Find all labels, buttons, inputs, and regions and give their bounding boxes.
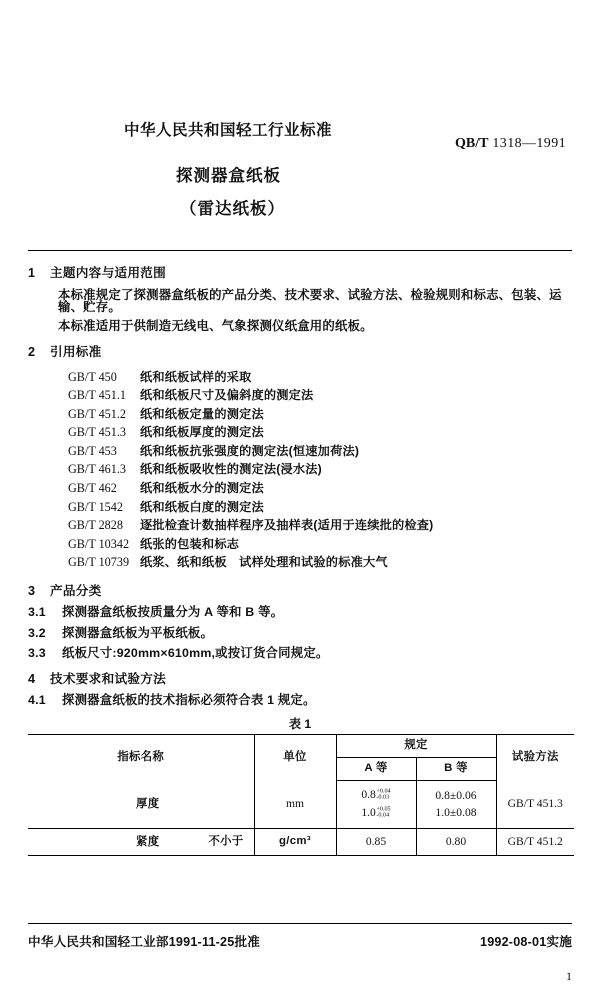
row-grade-b-value [416, 780, 496, 828]
title-block [28, 0, 572, 224]
row-grade-b-value: 0.80 [416, 828, 496, 855]
standard-number [455, 136, 566, 152]
specification-table [28, 734, 574, 856]
reference-name: 逐批检查计数抽样程序及抽样表(适用于连续批的检查) [140, 518, 434, 533]
clause-4-1 [28, 694, 572, 706]
row-unit: g/cm³ [254, 828, 336, 855]
table-header [28, 734, 574, 780]
reference-name: 纸和纸板定量的测定法 [140, 406, 264, 421]
grade-a-line-1 [337, 786, 416, 804]
reference-code: GB/T 450 [68, 369, 117, 384]
clause-text: 探测器盒纸板的技术指标必须符合表 1 规定。 [62, 693, 316, 708]
header-divider [28, 250, 572, 251]
reference-code: GB/T 461.3 [68, 462, 127, 477]
column-header-grade-b: B 等 [416, 757, 496, 780]
reference-name: 纸和纸板白度的测定法 [140, 499, 264, 514]
list-item [28, 386, 572, 405]
row-indicator-name [28, 780, 254, 828]
column-header-test-method: 试验方法 [496, 734, 574, 780]
grade-b-line-2: 1.0±0.08 [435, 805, 477, 819]
tolerance-plus: +0.04 [376, 787, 391, 795]
reference-code: GB/T 451.3 [68, 425, 127, 440]
implementation-date: 1992-08-01实施 [479, 935, 572, 949]
list-item [28, 553, 572, 572]
standard-number-prefix: QB/T [455, 136, 489, 151]
clause-number: 3.3 [28, 646, 46, 661]
reference-code: GB/T 10342 [68, 536, 130, 551]
list-item [28, 460, 572, 479]
section-3-number: 3 [28, 583, 36, 598]
column-header-specification-group: 规定 [336, 734, 496, 757]
list-item [28, 423, 572, 442]
column-header-grade-a: A 等 [336, 757, 416, 780]
footer-divider [28, 923, 572, 924]
row-indicator-name [28, 828, 254, 855]
referenced-standards-list [28, 367, 572, 571]
list-item [28, 367, 572, 386]
row-unit: mm [254, 780, 336, 828]
section-1-number: 1 [28, 266, 36, 280]
reference-code: GB/T 451.1 [68, 388, 127, 403]
title-row [28, 136, 572, 224]
issuing-organization: 中华人民共和国轻工行业标准 [124, 122, 333, 139]
tolerance-minus: -0.03 [376, 793, 390, 801]
clause-number: 3.2 [28, 625, 46, 640]
page-number: 1 [566, 969, 572, 983]
column-header-indicator-name: 指标名称 [28, 734, 254, 780]
list-item [28, 497, 572, 516]
reference-name: 纸和纸板抗张强度的测定法(恒速加荷法) [140, 443, 360, 458]
indicator-label: 紧度 [136, 835, 160, 848]
section-4-heading [28, 673, 572, 686]
table-caption: 表 1 [288, 716, 312, 731]
reference-name: 纸浆、纸和纸板 试样处理和试验的标准大气 [140, 555, 388, 570]
reference-name: 纸和纸板吸收性的测定法(浸水法) [140, 462, 322, 477]
tolerance-base: 0.8 [361, 787, 376, 801]
section-3-title: 产品分类 [50, 583, 102, 598]
page-title: 探测器盒纸板 [176, 167, 281, 185]
clause-text: 纸板尺寸:920mm×610mm,或按订货合同规定。 [62, 646, 329, 661]
grade-b-line-1: 0.8±0.06 [435, 789, 477, 803]
section-1-paragraph-1: 本标准规定了探测器盒纸板的产品分类、技术要求、试验方法、检验规则和标志、包装、运输、贮存。 [58, 287, 562, 314]
grade-a-line-2 [337, 804, 416, 822]
tolerance-plus: +0.05 [376, 805, 391, 813]
approval-statement: 中华人民共和国轻工业部1991-11-25批准 [28, 935, 261, 949]
reference-code: GB/T 1542 [68, 499, 123, 514]
reference-name: 纸和纸板试样的采取 [140, 369, 252, 384]
section-3-heading [28, 585, 572, 598]
section-2-heading [28, 346, 572, 359]
reference-name: 纸和纸板尺寸及偏斜度的测定法 [140, 388, 314, 403]
list-item [28, 516, 572, 535]
clause-number: 4.1 [28, 693, 46, 708]
section-2-number: 2 [28, 344, 36, 359]
page-footer [28, 923, 572, 950]
reference-name: 纸和纸板水分的测定法 [140, 481, 264, 496]
reference-code: GB/T 462 [68, 481, 117, 496]
clause-number: 3.1 [28, 605, 46, 620]
reference-code: GB/T 2828 [68, 518, 123, 533]
document-body [28, 267, 572, 856]
clause-3-3 [28, 647, 572, 659]
section-2-title: 引用标准 [50, 344, 102, 359]
section-1-title: 主题内容与适用范围 [50, 266, 167, 280]
table-row [28, 828, 574, 855]
table-row [28, 780, 574, 828]
clause-3-1 [28, 606, 572, 618]
list-item [28, 405, 572, 424]
column-header-unit: 单位 [254, 734, 336, 780]
section-1-paragraph-2: 本标准适用于供制造无线电、气象探测仪纸盒用的纸板。 [58, 319, 373, 334]
reference-code: GB/T 451.2 [68, 406, 127, 421]
standard-number-digits: 1318—1991 [492, 136, 566, 151]
table-header-row-1 [28, 734, 574, 757]
row-test-method: GB/T 451.2 [496, 828, 574, 855]
reference-code: GB/T 10739 [68, 555, 130, 570]
list-item [28, 535, 572, 554]
indicator-label: 厚度 [136, 797, 160, 810]
footer-row [28, 931, 572, 950]
clause-text: 探测器盒纸板为平板纸板。 [62, 625, 214, 640]
list-item [28, 479, 572, 498]
row-grade-a-value [336, 780, 416, 828]
section-4-number: 4 [28, 671, 36, 686]
row-grade-a-value: 0.85 [336, 828, 416, 855]
clause-text: 探测器盒纸板按质量分为 A 等和 B 等。 [62, 605, 284, 620]
section-1-heading [28, 267, 572, 280]
tolerance-base: 1.0 [361, 805, 376, 819]
reference-name: 纸和纸板厚度的测定法 [140, 425, 264, 440]
clause-3-2 [28, 627, 572, 639]
table-body [28, 780, 574, 855]
reference-name: 纸张的包装和标志 [140, 536, 240, 551]
page-subtitle: （雷达纸板） [180, 200, 285, 218]
list-item [28, 442, 572, 461]
indicator-qualifier: 不小于 [208, 835, 244, 848]
reference-code: GB/T 453 [68, 443, 117, 458]
section-4-title: 技术要求和试验方法 [50, 671, 167, 686]
tolerance-minus: -0.04 [376, 811, 390, 819]
row-test-method: GB/T 451.3 [496, 780, 574, 828]
